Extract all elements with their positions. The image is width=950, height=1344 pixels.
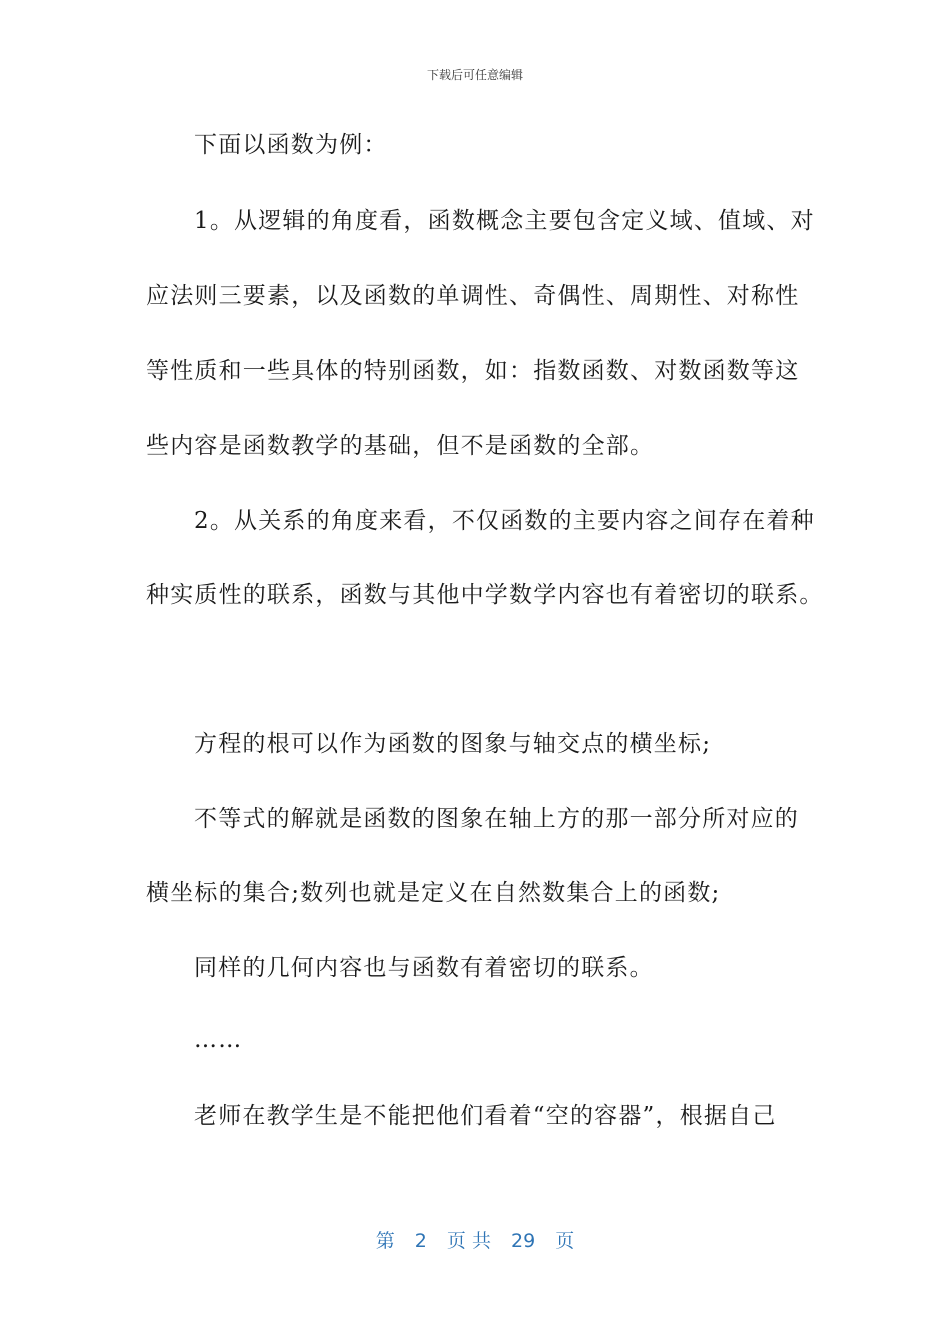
paragraph-line: 同样的几何内容也与函数有着密切的联系。 — [194, 955, 654, 981]
footer-page-number: 2 — [414, 1230, 427, 1252]
footer-label-ye: 页 — [555, 1230, 575, 1252]
ellipsis-line: …… — [194, 1027, 243, 1053]
footer-label-di: 第 — [375, 1230, 395, 1252]
paragraph-line: 2。从关系的角度来看，不仅函数的主要内容之间存在着种 — [194, 508, 815, 534]
paragraph-line: 种实质性的联系，函数与其他中学数学内容也有着密切的联系。 — [146, 582, 824, 608]
footer-total-pages: 29 — [511, 1230, 536, 1252]
paragraph-line: 老师在教学生是不能把他们看着“空的容器”，根据自己 — [194, 1103, 777, 1129]
paragraph-line: 不等式的解就是函数的图象在轴上方的那一部分所对应的 — [194, 806, 799, 832]
page-header: 下载后可任意编辑 — [426, 68, 523, 82]
paragraph-line: 横坐标的集合;数列也就是定义在自然数集合上的函数; — [146, 880, 721, 906]
paragraph-line: 方程的根可以作为函数的图象与轴交点的横坐标; — [194, 731, 712, 757]
paragraph-line: 等性质和一些具体的特别函数，如：指数函数、对数函数等这 — [146, 358, 800, 384]
paragraph-line: 下面以函数为例： — [194, 132, 388, 158]
page-footer — [0, 1226, 950, 1253]
paragraph-line: 应法则三要素，以及函数的单调性、奇偶性、周期性、对称性 — [146, 283, 800, 309]
footer-label-ye-gong: 页 共 — [446, 1230, 491, 1252]
paragraph-line: 1。从逻辑的角度看，函数概念主要包含定义域、值域、对 — [194, 208, 815, 234]
paragraph-line: 些内容是函数教学的基础，但不是函数的全部。 — [146, 433, 655, 459]
